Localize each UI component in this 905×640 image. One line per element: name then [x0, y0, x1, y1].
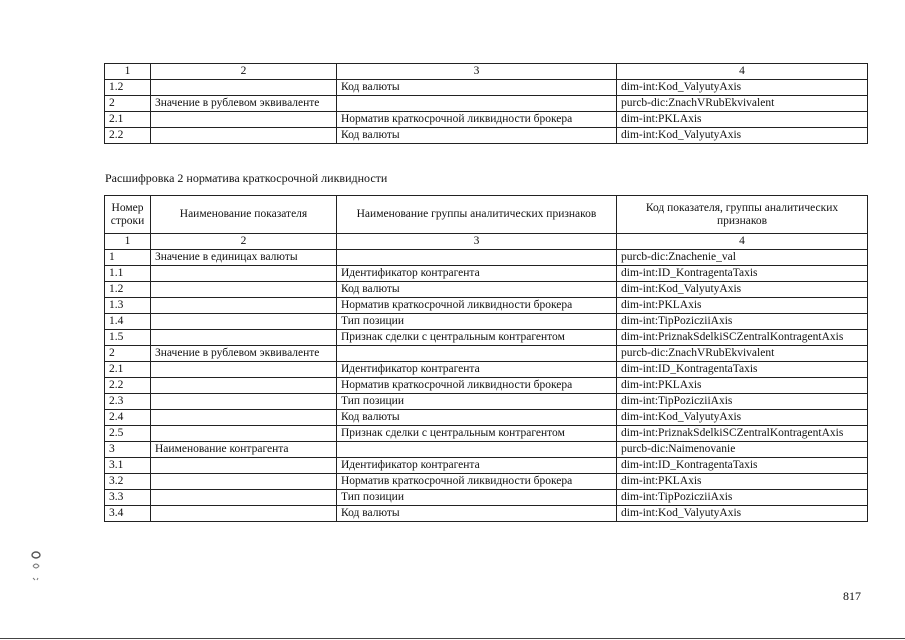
indicator-name: Наименование контрагента [151, 442, 337, 458]
row-number: 3.1 [105, 458, 151, 474]
table-main [104, 195, 868, 522]
table-header-numbering [105, 234, 868, 250]
indicator-code: dim-int:TipPozicziiAxis [617, 394, 868, 410]
indicator-name [151, 266, 337, 282]
row-number: 1.2 [105, 80, 151, 96]
table-body [105, 80, 868, 144]
table-row [105, 314, 868, 330]
indicator-code: dim-int:Kod_ValyutyAxis [617, 128, 868, 144]
row-number: 2.5 [105, 426, 151, 442]
table-row [105, 80, 868, 96]
indicator-name [151, 458, 337, 474]
header-group-name: Наименование группы аналитических признаков [337, 196, 617, 234]
row-number: 2 [105, 96, 151, 112]
row-number: 1 [105, 250, 151, 266]
table-header [105, 196, 868, 234]
col-number: 3 [337, 234, 617, 250]
indicator-code: dim-int:PKLAxis [617, 298, 868, 314]
table-row [105, 128, 868, 144]
indicator-code: dim-int:PKLAxis [617, 112, 868, 128]
table-row [105, 506, 868, 522]
indicator-code: dim-int:Kod_ValyutyAxis [617, 80, 868, 96]
group-name: Норматив краткосрочной ликвидности брокера [337, 378, 617, 394]
group-name: Тип позиции [337, 490, 617, 506]
indicator-code: dim-int:Kod_ValyutyAxis [617, 410, 868, 426]
table-row [105, 426, 868, 442]
indicator-name [151, 314, 337, 330]
table-row [105, 458, 868, 474]
indicator-code: dim-int:ID_KontragentaTaxis [617, 266, 868, 282]
indicator-name [151, 128, 337, 144]
header-row-number: Номер строки [105, 196, 151, 234]
group-name: Идентификатор контрагента [337, 458, 617, 474]
indicator-name: Значение в единицах валюты [151, 250, 337, 266]
indicator-name: Значение в рублевом эквиваленте [151, 346, 337, 362]
group-name: Признак сделки с центральным контрагентом [337, 330, 617, 346]
indicator-code: purcb-dic:ZnachVRubEkvivalent [617, 96, 868, 112]
table-row [105, 298, 868, 314]
col-number: 1 [105, 64, 151, 80]
row-number: 2.4 [105, 410, 151, 426]
margin-scan-mark [30, 551, 44, 585]
indicator-name: Значение в рублевом эквиваленте [151, 96, 337, 112]
indicator-name [151, 394, 337, 410]
indicator-code: dim-int:TipPozicziiAxis [617, 314, 868, 330]
group-name [337, 346, 617, 362]
table-row [105, 442, 868, 458]
row-number: 2.2 [105, 128, 151, 144]
col-number: 4 [617, 234, 868, 250]
row-number: 3.2 [105, 474, 151, 490]
table-row [105, 346, 868, 362]
row-number: 1.4 [105, 314, 151, 330]
indicator-code: dim-int:ID_KontragentaTaxis [617, 458, 868, 474]
table-row [105, 250, 868, 266]
group-name: Код валюты [337, 506, 617, 522]
group-name: Код валюты [337, 282, 617, 298]
indicator-name [151, 490, 337, 506]
table-continuation [104, 63, 868, 144]
indicator-name [151, 378, 337, 394]
indicator-name [151, 80, 337, 96]
page-number: 817 [843, 589, 861, 603]
table-row [105, 410, 868, 426]
group-name: Тип позиции [337, 394, 617, 410]
indicator-code: dim-int:PKLAxis [617, 474, 868, 490]
row-number: 1.1 [105, 266, 151, 282]
row-number: 3.3 [105, 490, 151, 506]
col-number: 1 [105, 234, 151, 250]
row-number: 1.3 [105, 298, 151, 314]
page-bottom-rule [0, 638, 905, 639]
header-code: Код показателя, группы аналитических признаков [617, 196, 868, 234]
indicator-name [151, 426, 337, 442]
indicator-code: dim-int:TipPozicziiAxis [617, 490, 868, 506]
row-number: 2.3 [105, 394, 151, 410]
row-number: 1.2 [105, 282, 151, 298]
indicator-name [151, 112, 337, 128]
indicator-code: dim-int:Kod_ValyutyAxis [617, 282, 868, 298]
group-name: Идентификатор контрагента [337, 266, 617, 282]
table-caption: Расшифровка 2 норматива краткосрочной ликвидности [105, 171, 388, 185]
indicator-code: purcb-dic:Znachenie_val [617, 250, 868, 266]
table-row [105, 330, 868, 346]
table-row [105, 282, 868, 298]
group-name: Норматив краткосрочной ликвидности брокера [337, 474, 617, 490]
group-name: Код валюты [337, 410, 617, 426]
indicator-name [151, 506, 337, 522]
table-row [105, 96, 868, 112]
group-name: Идентификатор контрагента [337, 362, 617, 378]
indicator-code: dim-int:PriznakSdelkiSCZentralKontragentAxis [617, 330, 868, 346]
table-row [105, 362, 868, 378]
table-row [105, 490, 868, 506]
group-name: Тип позиции [337, 314, 617, 330]
indicator-name [151, 298, 337, 314]
table-row [105, 394, 868, 410]
col-number: 3 [337, 64, 617, 80]
col-number: 4 [617, 64, 868, 80]
row-number: 2.1 [105, 112, 151, 128]
group-name: Норматив краткосрочной ликвидности брокера [337, 298, 617, 314]
indicator-code: dim-int:PriznakSdelkiSCZentralKontragentAxis [617, 426, 868, 442]
table-row [105, 474, 868, 490]
row-number: 2.1 [105, 362, 151, 378]
row-number: 3 [105, 442, 151, 458]
group-name [337, 442, 617, 458]
row-number: 2 [105, 346, 151, 362]
table-body [105, 250, 868, 522]
row-number: 3.4 [105, 506, 151, 522]
header-indicator-name: Наименование показателя [151, 196, 337, 234]
table-header-numbering [105, 64, 868, 80]
indicator-code: purcb-dic:ZnachVRubEkvivalent [617, 346, 868, 362]
indicator-code: dim-int:Kod_ValyutyAxis [617, 506, 868, 522]
row-number: 2.2 [105, 378, 151, 394]
row-number: 1.5 [105, 330, 151, 346]
group-name: Код валюты [337, 80, 617, 96]
indicator-code: dim-int:ID_KontragentaTaxis [617, 362, 868, 378]
table-row [105, 378, 868, 394]
col-number: 2 [151, 234, 337, 250]
group-name: Признак сделки с центральным контрагентом [337, 426, 617, 442]
indicator-name [151, 330, 337, 346]
col-number: 2 [151, 64, 337, 80]
indicator-name [151, 410, 337, 426]
group-name: Норматив краткосрочной ликвидности брокера [337, 112, 617, 128]
table-row [105, 112, 868, 128]
indicator-name [151, 474, 337, 490]
indicator-name [151, 362, 337, 378]
group-name [337, 250, 617, 266]
table-row [105, 266, 868, 282]
indicator-code: purcb-dic:Naimenovanie [617, 442, 868, 458]
group-name [337, 96, 617, 112]
indicator-code: dim-int:PKLAxis [617, 378, 868, 394]
group-name: Код валюты [337, 128, 617, 144]
indicator-name [151, 282, 337, 298]
